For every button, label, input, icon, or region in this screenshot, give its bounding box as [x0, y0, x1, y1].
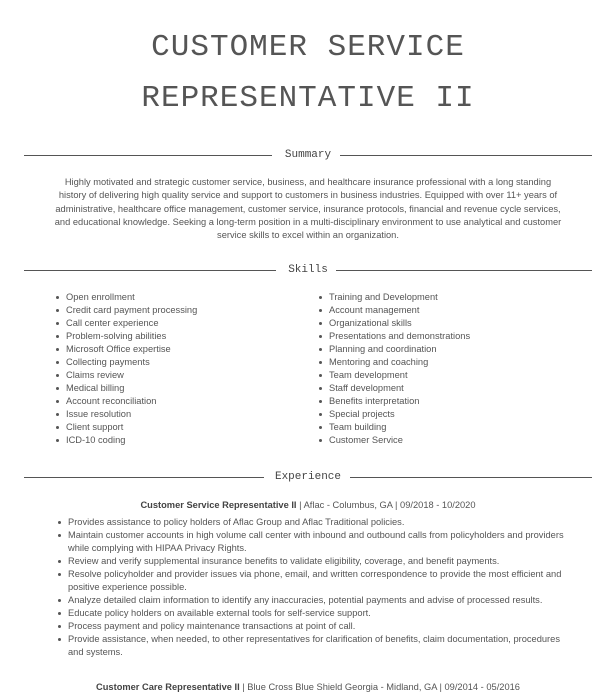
- list-item: Provides assistance to policy holders of Aflac Group and Aflac Traditional policies.: [57, 516, 567, 529]
- summary-heading: [24, 148, 592, 162]
- list-item: Mentoring and coaching: [318, 356, 568, 369]
- list-item: Presentations and demonstrations: [318, 330, 568, 343]
- list-item: Organizational skills: [318, 317, 568, 330]
- list-item: Provide assistance, when needed, to other representatives for clarification of benefits, claim documentation, procedures and systems.: [57, 633, 567, 659]
- list-item: Account reconciliation: [55, 395, 305, 408]
- section-label: Summary: [284, 149, 332, 161]
- skills-right-list: [318, 291, 568, 447]
- list-item: Resolve policyholder and provider issues via phone, email, and written correspondence to provide the most efficient and positive experience possible.: [57, 568, 567, 594]
- list-item: Educate policy holders on available external tools for self-service support.: [57, 607, 567, 620]
- list-item: Staff development: [318, 382, 568, 395]
- list-item: Planning and coordination: [318, 343, 568, 356]
- list-item: Problem-solving abilities: [55, 330, 305, 343]
- list-item: Microsoft Office expertise: [55, 343, 305, 356]
- list-item: Team building: [318, 421, 568, 434]
- summary-text: Highly motivated and strategic customer service, business, and healthcare insurance professional with a long standing history of delivering high quality service and support to customers in business industries. Equipped with over 11+ years of administrative, healthcare office management, customer service, insurance protocols, financial and revenue cycle services, and educational knowledge. Seeking a long-term position in a multi-disciplinary environment to use analytical and customer service skills to excel within an organization.: [54, 177, 562, 241]
- job-bullets: [57, 516, 567, 659]
- list-item: Customer Service: [318, 434, 568, 447]
- list-item: Analyze detailed claim information to identify any inaccuracies, potential payments and advise of processed results.: [57, 594, 567, 607]
- resume-title-line1: CUSTOMER SERVICE: [151, 30, 465, 65]
- list-item: Claims review: [55, 369, 305, 382]
- job-title: Customer Care Representative II: [96, 682, 240, 692]
- list-item: Process payment and policy maintenance transactions at point of call.: [57, 620, 567, 633]
- section-label: Experience: [274, 471, 341, 483]
- list-item: Team development: [318, 369, 568, 382]
- list-item: Training and Development: [318, 291, 568, 304]
- job-details: | Aflac - Columbus, GA | 09/2018 - 10/2020: [296, 500, 476, 510]
- job-title: Customer Service Representative II: [140, 500, 297, 510]
- list-item: Collecting payments: [55, 356, 305, 369]
- experience-heading: [24, 470, 592, 484]
- list-item: Review and verify supplemental insurance benefits to validate eligibility, coverage, and benefit payments.: [57, 555, 567, 568]
- list-item: Issue resolution: [55, 408, 305, 421]
- section-label: Skills: [288, 264, 328, 276]
- list-item: Credit card payment processing: [55, 304, 305, 317]
- list-item: Maintain customer accounts in high volume call center with inbound and outbound calls from policyholders and providers while complying with HIPAA Privacy Rights.: [57, 529, 567, 555]
- list-item: Medical billing: [55, 382, 305, 395]
- list-item: Open enrollment: [55, 291, 305, 304]
- skills-left-list: [55, 291, 305, 447]
- list-item: Client support: [55, 421, 305, 434]
- list-item: Call center experience: [55, 317, 305, 330]
- job-header: [0, 682, 616, 692]
- job-details: | Blue Cross Blue Shield Georgia - Midland, GA | 09/2014 - 05/2016: [239, 682, 520, 692]
- skills-heading: [24, 263, 592, 277]
- resume-title-line2: REPRESENTATIVE II: [141, 81, 475, 116]
- list-item: ICD-10 coding: [55, 434, 305, 447]
- job-header: [0, 500, 616, 510]
- list-item: Account management: [318, 304, 568, 317]
- list-item: Special projects: [318, 408, 568, 421]
- list-item: Benefits interpretation: [318, 395, 568, 408]
